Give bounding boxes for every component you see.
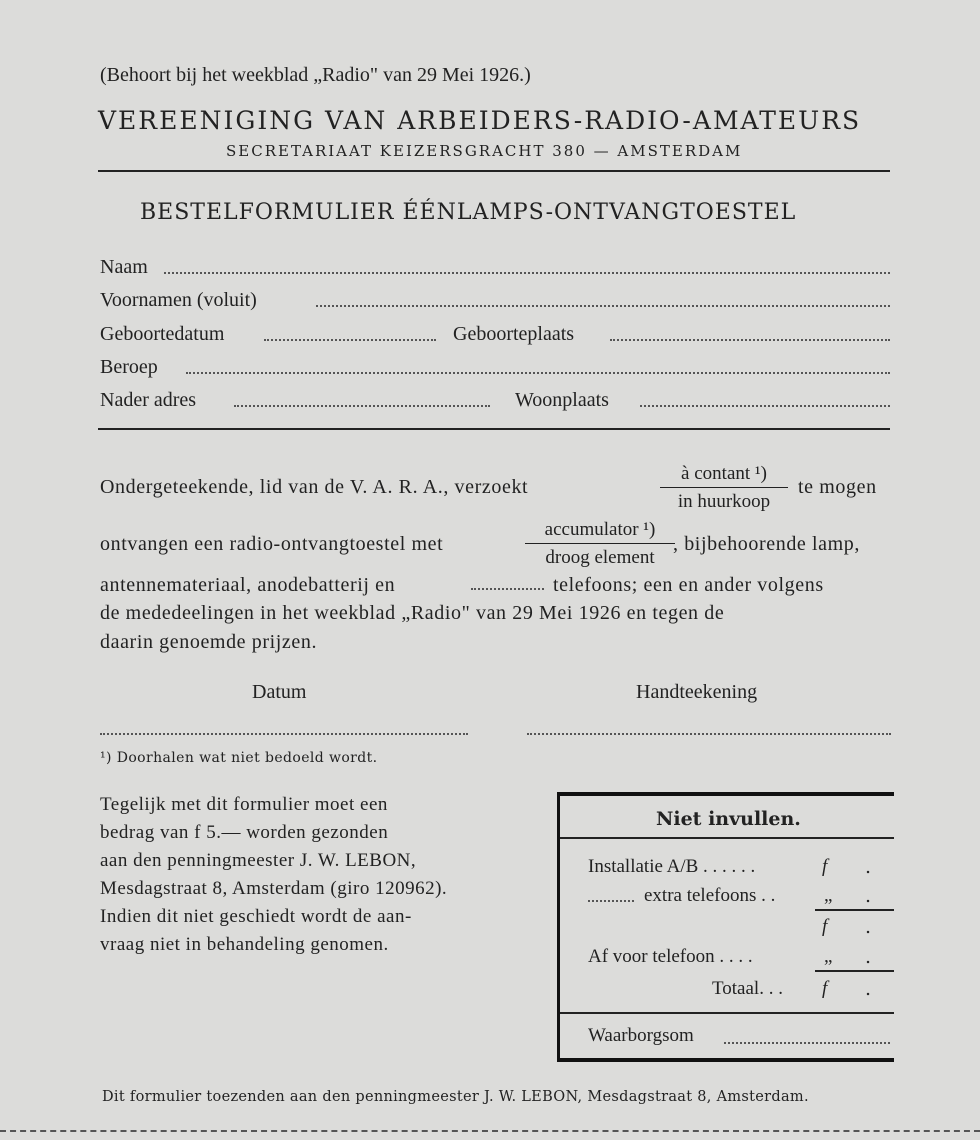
extra-telefoons-label: extra telefoons . .	[644, 885, 776, 906]
signature-field[interactable]	[527, 733, 891, 735]
frac-huurkoop[interactable]: in huurkoop	[677, 491, 771, 512]
installatie-label: Installatie A/B . . . . . .	[588, 856, 756, 877]
footer-instruction: Dit formulier toezenden aan den penningmeester J. W. LEBON, Mesdagstraat 8, Amsterdam.	[102, 1089, 809, 1105]
body-line4: de mededeelingen in het weekblad „Radio" van 29 Mei 1926 en tegen de	[100, 602, 725, 624]
af-telefoon-label: Af voor telefoon . . . .	[588, 946, 753, 967]
body-line5: daarin genoemde prijzen.	[100, 631, 318, 653]
woonplaats-label: Woonplaats	[515, 389, 609, 411]
datum-field[interactable]	[100, 733, 468, 735]
naam-label: Naam	[100, 256, 148, 278]
totaal-amount-field[interactable]: .	[865, 978, 872, 1000]
waarborg-rule	[560, 1012, 894, 1014]
woonplaats-field[interactable]	[640, 405, 890, 407]
subtotal-rule	[815, 909, 894, 911]
office-use-panel	[557, 792, 894, 1062]
cut-line	[0, 1130, 980, 1132]
beroep-field[interactable]	[186, 372, 890, 374]
installatie-currency: f	[822, 856, 828, 877]
subtotal-amount-field[interactable]: .	[865, 916, 872, 938]
body-line3-start: antennemateriaal, anodebatterij en	[100, 574, 396, 596]
footnote: ¹) Doorhalen wat niet bedoeld wordt.	[100, 750, 378, 766]
extra-ditto: „	[824, 885, 833, 906]
payment-line4: Mesdagstraat 8, Amsterdam (giro 120962).	[100, 878, 448, 899]
nader-adres-label: Nader adres	[100, 389, 197, 411]
body-line1-start: Ondergeteekende, lid van de V. A. R. A., verzoekt	[100, 476, 529, 498]
subtotal-currency: f	[822, 916, 828, 937]
body-line2-end: , bijbehoorende lamp,	[673, 533, 860, 555]
geboorteplaats-label: Geboorteplaats	[453, 323, 575, 345]
form-title: BESTELFORMULIER ÉÉNLAMPS-ONTVANGTOESTEL	[140, 200, 797, 225]
payment-line2: bedrag van f 5.— worden gezonden	[100, 822, 389, 843]
af-ditto: „	[824, 946, 833, 967]
panel-title-rule	[560, 837, 894, 839]
installatie-amount-field[interactable]: .	[865, 856, 872, 878]
payment-mode-fraction[interactable]	[660, 460, 788, 515]
telefoons-count-field[interactable]	[471, 588, 544, 590]
voornamen-field[interactable]	[316, 305, 890, 307]
frac-contant[interactable]: à contant ¹)	[660, 460, 788, 488]
fields-rule	[98, 428, 890, 430]
geboortedatum-label: Geboortedatum	[100, 323, 225, 345]
beroep-label: Beroep	[100, 356, 158, 378]
payment-line5: Indien dit niet geschiedt wordt de aan-	[100, 906, 412, 927]
geboorteplaats-field[interactable]	[610, 339, 890, 341]
association-address: SECRETARIAAT KEIZERSGRACHT 380 — AMSTERDAM	[226, 142, 743, 160]
frac-droog-element[interactable]: droog element	[545, 547, 655, 568]
naam-field[interactable]	[164, 272, 890, 274]
payment-line3: aan den penningmeester J. W. LEBON,	[100, 850, 417, 871]
body-line2-start: ontvangen een radio-ontvangtoestel met	[100, 533, 444, 555]
voornamen-label: Voornamen (voluit)	[100, 289, 257, 311]
total-rule	[815, 970, 894, 972]
totaal-label: Totaal. . .	[712, 978, 783, 999]
waarborgsom-field[interactable]	[724, 1042, 890, 1044]
header-note: (Behoort bij het weekblad „Radio" van 29 Mei 1926.)	[100, 64, 531, 86]
payment-line1: Tegelijk met dit formulier moet een	[100, 794, 388, 815]
association-name: VEREENIGING VAN ARBEIDERS-RADIO-AMATEURS	[98, 106, 862, 135]
extra-amount-field[interactable]: .	[865, 885, 872, 907]
nader-adres-field[interactable]	[234, 405, 490, 407]
battery-type-fraction[interactable]	[525, 516, 675, 571]
extra-count-field[interactable]	[588, 900, 634, 902]
datum-label: Datum	[252, 681, 307, 703]
panel-title: Niet invullen.	[656, 808, 801, 830]
totaal-currency: f	[822, 978, 828, 999]
body-line1-end: te mogen	[798, 476, 877, 498]
handteekening-label: Handteekening	[636, 681, 758, 703]
body-line3-end: telefoons; een en ander volgens	[553, 574, 824, 596]
payment-line6: vraag niet in behandeling genomen.	[100, 934, 389, 955]
af-amount-field[interactable]: .	[865, 946, 872, 968]
waarborgsom-label: Waarborgsom	[588, 1025, 694, 1046]
header-rule	[98, 170, 890, 172]
geboortedatum-field[interactable]	[264, 339, 436, 341]
frac-accumulator[interactable]: accumulator ¹)	[525, 516, 675, 544]
